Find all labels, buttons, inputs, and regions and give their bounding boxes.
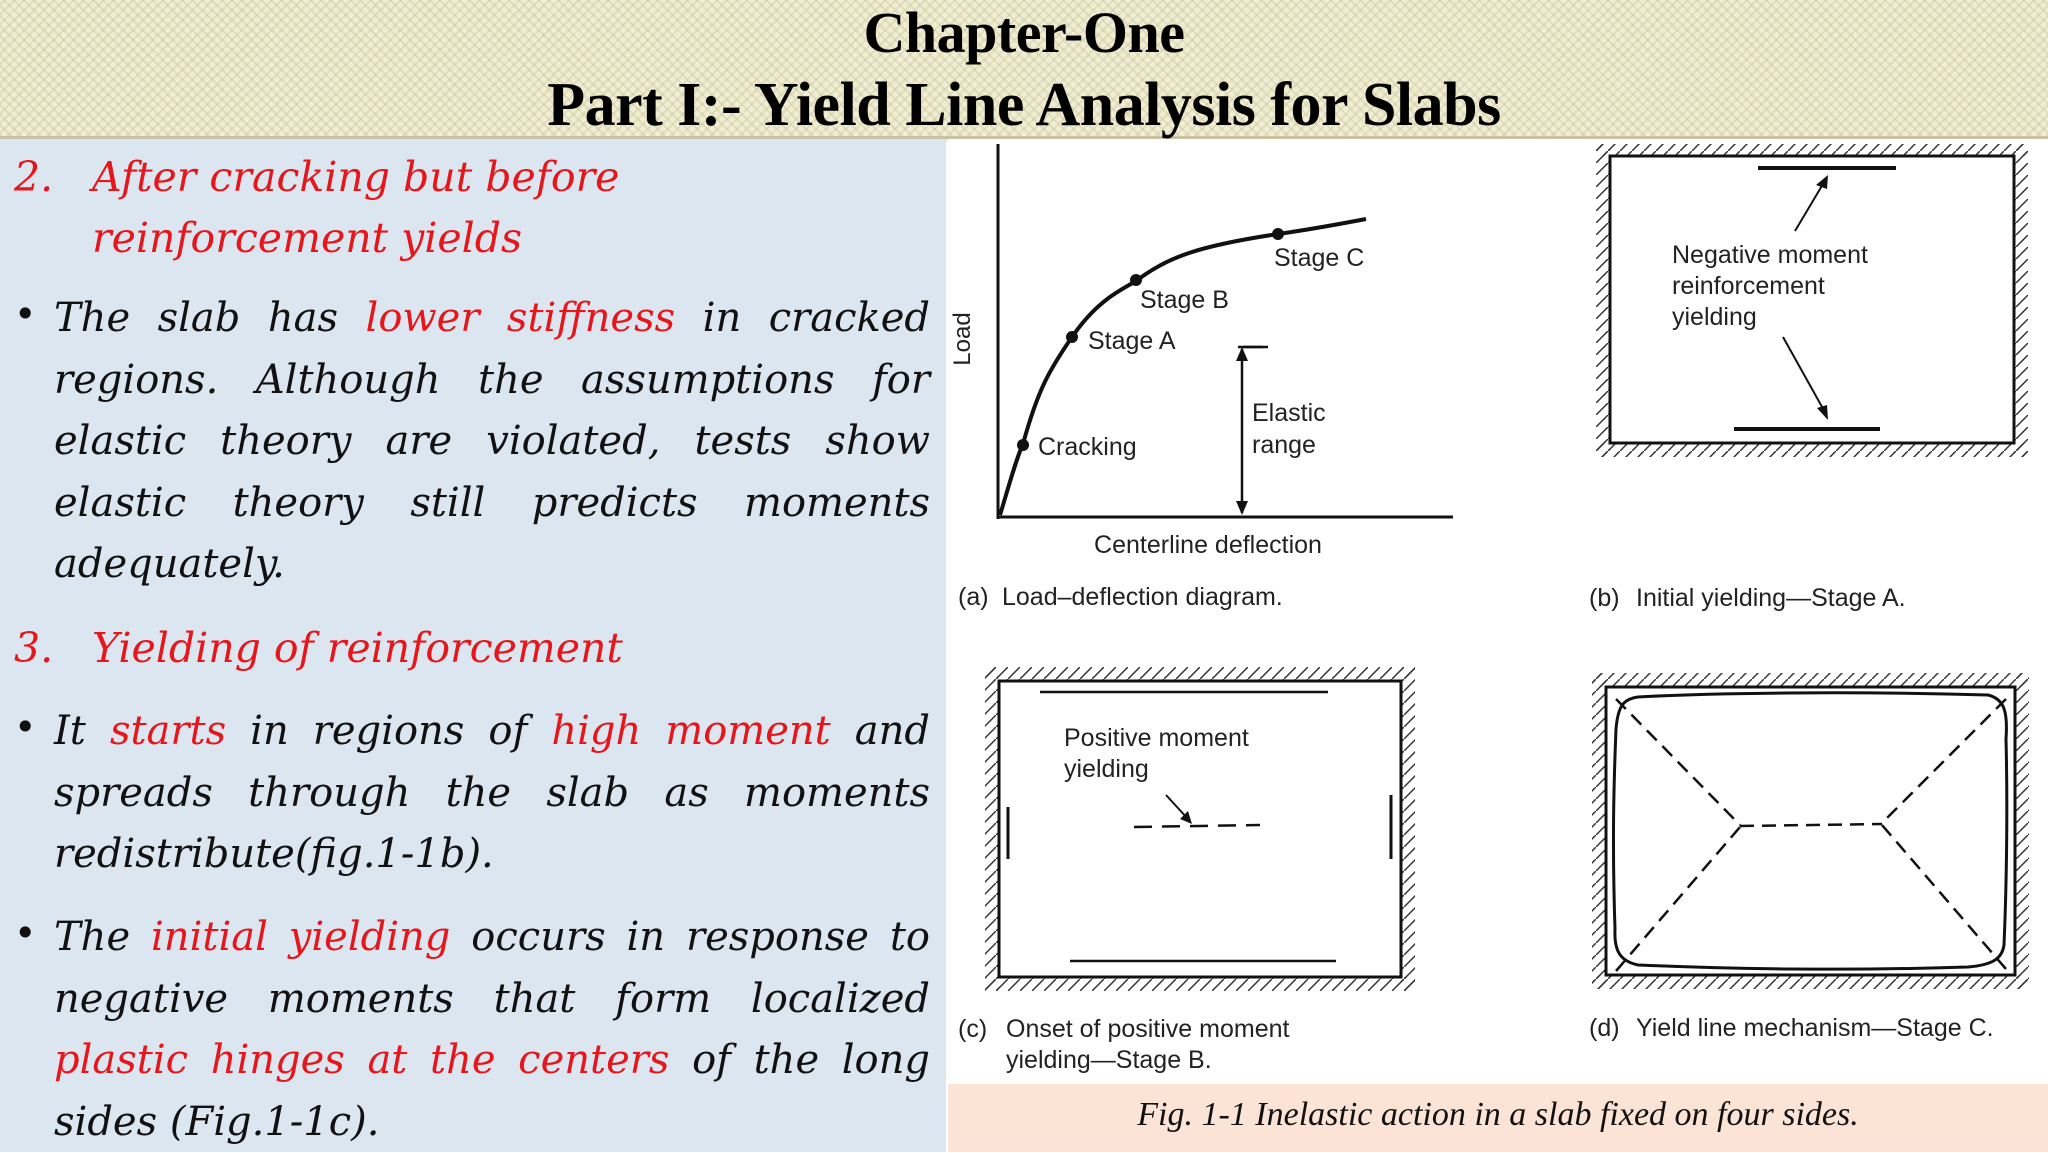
section-3-heading [14,618,934,679]
b-hatch-left [1596,144,1610,457]
b-caption-letter: (b) [1589,584,1620,612]
text-panel [0,139,946,1152]
bullet-3-part3: of the long sides (Fig.1-1c). [54,1037,931,1145]
bullet-3-dot: • [14,911,37,955]
c-caption-line2: yielding—Stage B. [1006,1046,1212,1074]
c-caption-line1: Onset of positive moment [1006,1015,1290,1043]
cracking-label: Cracking [1038,433,1137,461]
stage-b-point [1130,274,1142,286]
b-label-line2: reinforcement [1672,272,1825,300]
c-label-line1: Positive moment [1064,724,1249,752]
section-2-line1: After cracking but before [92,153,620,201]
c-label-line2: yielding [1064,755,1149,783]
bullet-2-text [54,701,930,886]
stage-a-point [1066,331,1078,343]
b-label-line1: Negative moment [1672,241,1868,269]
section-2-number: 2. [14,153,54,201]
cracking-point [1017,439,1029,451]
bullet-1-dot: • [14,292,37,336]
slab-figure [948,139,2048,1084]
b-hatch-top [1596,144,2028,156]
range-label: range [1252,431,1316,459]
slide-header [0,0,2048,139]
bullet-3-text [54,907,930,1153]
stage-a-label: Stage A [1088,327,1176,355]
d-slab-outline [1606,687,2015,975]
bullet-1-highlight: lower stiffness [365,295,676,341]
bullet-1-part2: in cracked regions. Although the assumptions for elastic theory are violated, tests show elastic theory still predicts moments adequately. [54,295,931,587]
bullet-2-part3: and spreads through the slab as moments redistribute(fig.1-1b). [54,708,930,877]
elastic-arrow-up [1236,347,1248,361]
section-3-number: 3. [14,624,54,672]
part-title: Part I:- Yield Line Analysis for Slabs [547,71,1501,139]
bullet-2-dot: • [14,705,37,749]
d-hatch-top [1592,673,2029,687]
chapter-title: Chapter-One [863,0,1185,65]
bullet-1-part1: The slab has [54,295,366,341]
slab-d-diagram [1589,673,2029,1042]
figure-caption: Fig. 1-1 Inelastic action in a slab fixed on four sides. [1137,1096,1859,1133]
bullet-1-text [54,288,930,596]
slab-c-diagram [958,667,1415,1074]
section-3-line1: Yielding of reinforcement [92,624,623,672]
stage-b-label: Stage B [1140,286,1229,314]
figure-caption-box [948,1084,2048,1152]
d-hatch-left [1592,673,1606,989]
a-caption-letter: (a) [958,583,989,611]
b-caption: Initial yielding—Stage A. [1636,584,1906,612]
d-hatch-bottom [1592,975,2029,989]
stage-c-point [1272,228,1284,240]
bullet-2-highlight2: high moment [551,708,831,754]
b-label-line3: yielding [1672,303,1757,331]
a-xlabel: Centerline deflection [1094,531,1322,559]
b-hatch-bottom [1596,443,2028,457]
c-caption-letter: (c) [958,1015,988,1043]
elastic-arrow-down [1236,501,1248,515]
d-caption-letter: (d) [1589,1014,1620,1042]
bullet-2-highlight1: starts [109,708,227,754]
elastic-label: Elastic [1252,399,1326,427]
bullet-2-part1: It [54,708,110,754]
bullet-3-highlight2: plastic hinges at the centers [54,1037,670,1083]
d-hatch-right [2015,673,2029,989]
a-caption: Load–deflection diagram. [1002,583,1283,611]
slab-b-diagram [1589,144,2028,612]
bullet-2-part2: in regions of [226,708,552,754]
bullet-3-highlight1: initial yielding [151,914,451,960]
stage-c-label: Stage C [1274,244,1365,272]
b-hatch-right [2014,144,2028,457]
a-ylabel: Load [949,312,976,366]
bullet-3-part2: occurs in response to negative moments that form localized [54,914,930,1022]
figure-panel [948,139,2048,1084]
load-deflection-diagram [949,144,1453,611]
c-hatch-right [1401,667,1415,991]
c-hatch-left [985,667,999,991]
section-2-line2: reinforcement yields [92,214,523,262]
c-hatch-bottom [985,977,1415,991]
section-2-heading [14,147,934,269]
bullet-3-part1: The [54,914,152,960]
c-hatch-top [985,667,1415,681]
d-caption: Yield line mechanism—Stage C. [1636,1014,1994,1042]
